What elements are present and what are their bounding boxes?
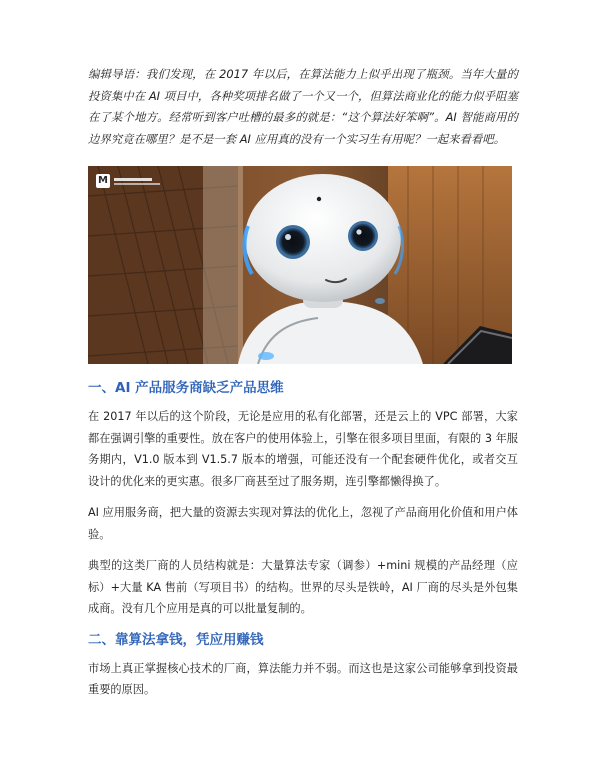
robot-photo: [88, 166, 512, 364]
section-1-paragraph-2: AI 应用服务商，把大量的资源去实现对算法的优化上，忽视了产品商用化价值和用户体验。: [88, 506, 518, 541]
robot-illustration: [88, 166, 512, 364]
section-1-paragraph-3: 典型的这类厂商的人员结构就是：大量算法专家（调参）+mini 规模的产品经理（应标）+大量 KA 售前（写项目书）的结构。世界的尽头是铁岭，AI 厂商的尽头是外包集成商。没有几个应用是真的可以批量复制的。: [88, 559, 518, 615]
section-heading-2: 二、靠算法拿钱，凭应用赚钱: [88, 631, 264, 648]
watermark-logo: M: [96, 174, 110, 188]
section-2-paragraph-1: 市场上真正掌握核心技术的厂商，算法能力并不弱。而这也是这家公司能够拿到投资最重要的原因。: [88, 661, 518, 696]
watermark: [96, 174, 160, 188]
section-heading-1: 一、AI 产品服务商缺乏产品思维: [88, 380, 284, 396]
section-1-paragraph-1: 在 2017 年以后的这个阶段，无论是应用的私有化部署，还是云上的 VPC 部署，大家都在强调引擎的重要性。放在客户的使用体验上，引擎在很多项目里面，有限的 3 年服务期内，V1.0 版本到 V1.5.7 版本的增强，可能还没有一个配套硬件优化，或者交互设计的优化来的更实惠。很多厂商甚至过了服务期，连引擎都懒得换了。: [88, 410, 518, 488]
editor-intro: 编辑导语：我们发现，在 2017 年以后，在算法能力上似乎出现了瓶颈。当年大量的投资集中在 AI 项目中，各种奖项排名做了一个又一个，但算法商业化的能力似乎阻塞在了某个地方。经常听到客户吐槽的最多的就是：“这个算法好笨啊”。AI 智能商用的边界究竟在哪里？是不是一套 AI 应用真的没有一个实习生有用呢？一起来看看吧。: [88, 67, 518, 146]
article: [88, 64, 518, 711]
watermark-text: [114, 178, 160, 185]
